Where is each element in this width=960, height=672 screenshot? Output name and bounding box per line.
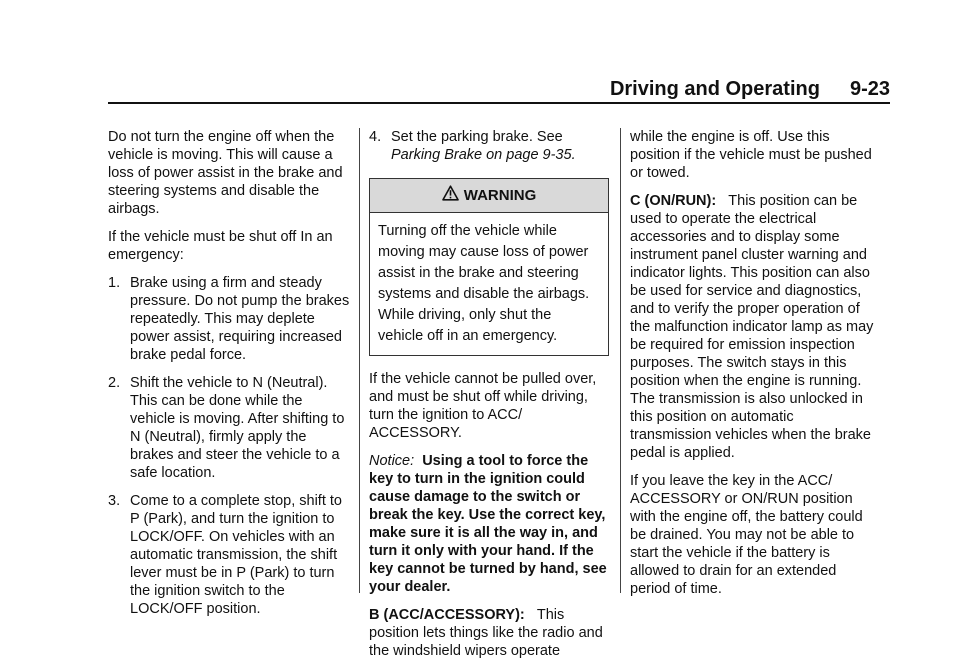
list-item: 2. Shift the vehicle to N (Neutral). This can be done while the vehicle is moving. After shifting to N (Neutral), firmly apply the brakes and steer the vehicle to a safe location.: [108, 375, 345, 481]
section-title: Driving and Operating: [609, 78, 820, 100]
acc-paragraph: B (ACC/ACCESSORY): This position lets things like the radio and the windshield wipers operate: [369, 607, 603, 659]
notice-label: Notice:: [369, 453, 415, 469]
header-rule: [108, 102, 890, 104]
battery-paragraph: If you leave the key in the ACC/ ACCESSORY or ON/RUN position with the engine off, the battery could be drained. You may not be able to start the vehicle if the battery is allowed to drain for an extended period of time.: [630, 473, 863, 597]
list-item: 3. Come to a complete stop, shift to P (Park), and turn the ignition to LOCK/OFF. On vehicles with an automatic transmission, the shift lever must be in P (Park) to turn the ignition switch to the LOCK/OFF position.: [108, 493, 342, 617]
notice-text: Using a tool to force the key to turn in the ignition could cause damage to the switch or break the key. Use the correct key, make sure it is all the way in, and turn it only with your hand. If the key cannot be turned by hand, see your dealer.: [369, 453, 607, 595]
column-3: [630, 128, 875, 608]
warning-box: [369, 178, 609, 356]
on-run-label: C (ON/RUN):: [630, 193, 717, 209]
intro-paragraph: Do not turn the engine off when the vehicle is moving. This will cause a loss of power assist in the brake and steering systems and disable the airbags.: [108, 129, 343, 217]
warning-triangle-icon: [442, 185, 464, 206]
acc-label: B (ACC/ACCESSORY):: [369, 607, 525, 623]
parking-brake-reference: Parking Brake on page 9-35.: [391, 147, 576, 163]
column-1: [108, 128, 350, 628]
emergency-paragraph: If the vehicle must be shut off In an emergency:: [108, 229, 333, 263]
warning-header: [370, 179, 608, 213]
column-divider-1: [359, 128, 360, 593]
page-header: [610, 78, 890, 101]
column-divider-2: [620, 128, 621, 593]
on-run-paragraph: C (ON/RUN): This position can be used to operate the electrical accessories and to display some instrument panel cluster warning and indicator lights. This position can also be used for service and diagnostics, and to verify the proper operation of the malfunction indicator lamp as may be required for emission inspection purposes. The switch stays in this position when the engine is running. The transmission is also unlocked in this position on automatic transmission vehicles when the brake pedal is applied.: [630, 193, 874, 461]
acc-continued-paragraph: while the engine is off. Use this position if the vehicle must be pushed or towed.: [630, 129, 872, 181]
emergency-steps: [108, 274, 350, 618]
list-item: 1. Brake using a firm and steady pressure. Do not pump the brakes repeatedly. This may deplete power assist, requiring increased brake pedal force.: [108, 275, 350, 363]
column-2: [369, 128, 609, 670]
warning-title: WARNING: [463, 186, 537, 204]
notice-paragraph: [369, 452, 609, 596]
warning-text: Turning off the vehicle while moving may cause loss of power assist in the brake and steering systems and disable the airbags. While driving, only shut the vehicle off in an emergency.: [378, 223, 590, 344]
list-item: 4. Set the parking brake. See Parking Brake on page 9-35.: [369, 129, 576, 163]
pull-over-paragraph: If the vehicle cannot be pulled over, and must be shut off while driving, turn the ignition to ACC/ ACCESSORY.: [369, 371, 597, 441]
page-number: 9-23: [849, 78, 890, 100]
